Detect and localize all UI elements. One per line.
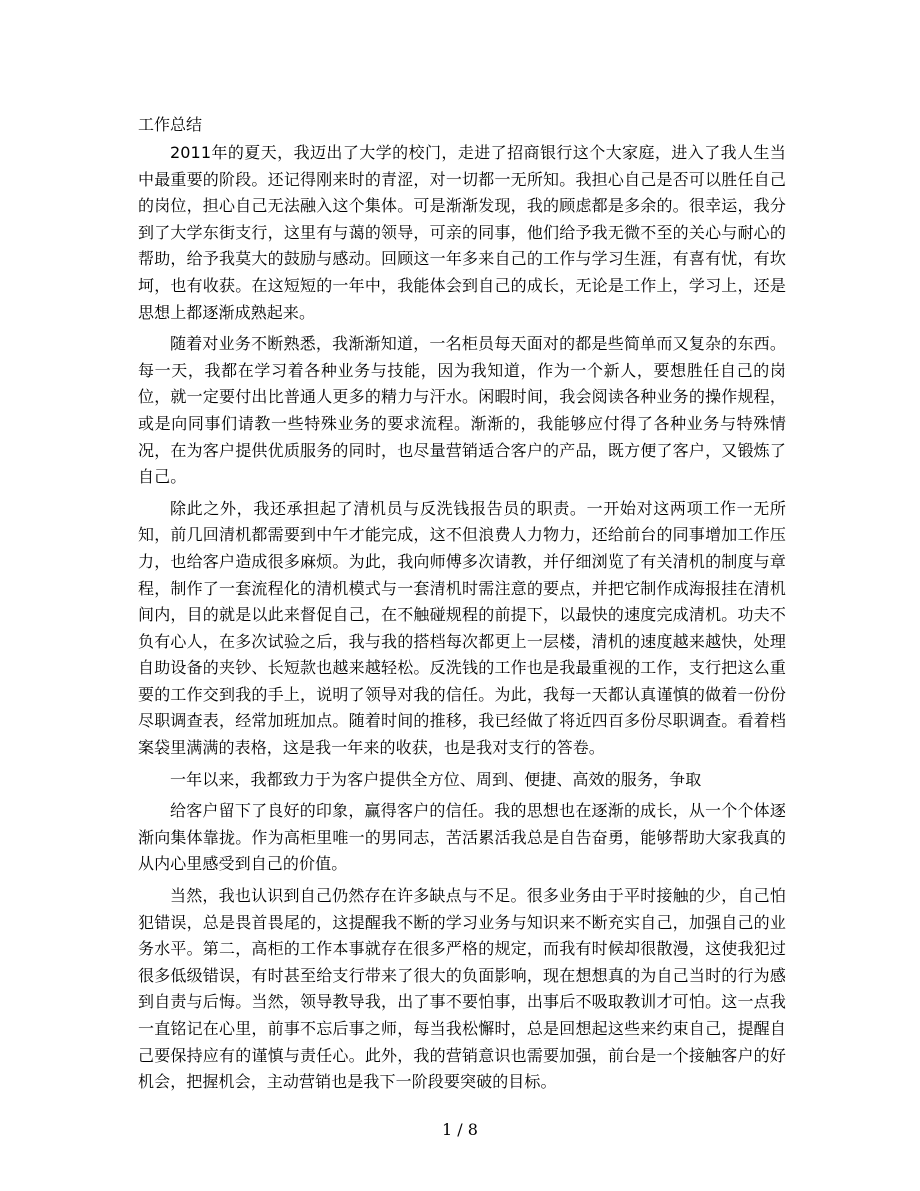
paragraph-clearing-aml-duties: 除此之外，我还承担起了清机员与反洗钱报告员的职责。一开始对这两项工作一无所知，前几回清机都需要到中午才能完成，这不但浪费人力物力，还给前台的同事增加工作压力，也给客户造成很多麻烦。为此，我向师傅多次请教，并仔细浏览了有关清机的制度与章程，制作了一套流程化的清机模式与一套清机时需注意的要点，并把它制作成海报挂在清机间内，目的就是以此来督促自己，在不触碰规程的前提下，以最快的速度完成清机。功夫不负有心人，在多次试验之后，我与我的搭档每次都更上一层楼，清机的速度越来越快，处理自助设备的夹钞、长短款也越来越轻松。反洗钱的工作也是我最重视的工作，支行把这么重要的工作交到我的手上，说明了领导对我的信任。为此，我每一天都认真谨慎的做着一份份尽职调查表，经常加班加点。随着时间的推移，我已经做了将近四百多份尽职调查。看着档案袋里满满的表格，这是我一年来的收获，也是我对支行的答卷。 [138,498,786,758]
page-number: 1 / 8 [442,1120,478,1139]
paragraph-business-familiarity: 随着对业务不断熟悉，我渐渐知道，一名柜员每天面对的都是些简单而又复杂的东西。每一天，我都在学习着各种业务与技能，因为我知道，作为一个新人，要想胜任自己的岗位，就一定要付出比普通人更多的精力与汗水。闲暇时间，我会阅读各种业务的操作规程，或是向同事们请教一些特殊业务的要求流程。渐渐的，我能够应付得了各种业务与特殊情况，在为客户提供优质服务的同时，也尽量营销适合客户的产品，既方便了客户，又锻炼了自己。 [138,334,786,487]
paragraph-summer-2011: 2011年的夏天，我迈出了大学的校门，走进了招商银行这个大家庭，进入了我人生当中最重要的阶段。还记得刚来时的青涩，对一切都一无所知。我担心自己是否可以胜任自己的岗位，担心自己无法融入这个集体。可是渐渐发现，我的顾虑都是多余的。很幸运，我分到了大学东街支行，这里有与蔼的领导，可亲的同事，他们给予我无微不至的关心与耐心的帮助，给予我莫大的鼓励与感动。回顾这一年多来自己的工作与学习生涯，有喜有忧，有坎坷，也有收获。在这短短的一年中，我能体会到自己的成长，无论是工作上，学习上，还是思想上都逐渐成熟起来。 [138,143,786,322]
document-title: 工作总结 [138,115,203,134]
paragraph-customer-trust: 给客户留下了良好的印象，赢得客户的信任。我的思想也在逐渐的成长，从一个个体逐渐向集体靠拢。作为高柜里唯一的男同志，苦活累活我总是自告奋勇，能够帮助大家我真的从内心里感受到自己的价值。 [138,801,786,874]
document-body [138,140,786,1101]
paragraph-customer-service: 一年以来，我都致力于为客户提供全方位、周到、便捷、高效的服务，争取 [170,769,702,789]
paragraph-shortcomings: 当然，我也认识到自己仍然存在许多缺点与不足。很多业务由于平时接触的少，自己怕犯错误，总是畏首畏尾的，这提醒我不断的学习业务与知识来不断充实自己，加强自己的业务水平。第二，高柜的工作本事就存在很多严格的规定，而我有时候却很散漫，这使我犯过很多低级错误，有时甚至给支行带来了很大的负面影响，现在想想真的为自己当时的行为感到自责与后悔。当然，领导教导我，出了事不要怕事，出事后不吸取教训才可怕。这一点我一直铭记在心里，前事不忘后事之师，每当我松懈时，总是回想起这些来约束自己，提醒自己要保持应有的谨慎与责任心。此外，我的营销意识也需要加强，前台是一个接触客户的好机会，把握机会，主动营销也是我下一阶段要突破的目标。 [138,886,786,1092]
